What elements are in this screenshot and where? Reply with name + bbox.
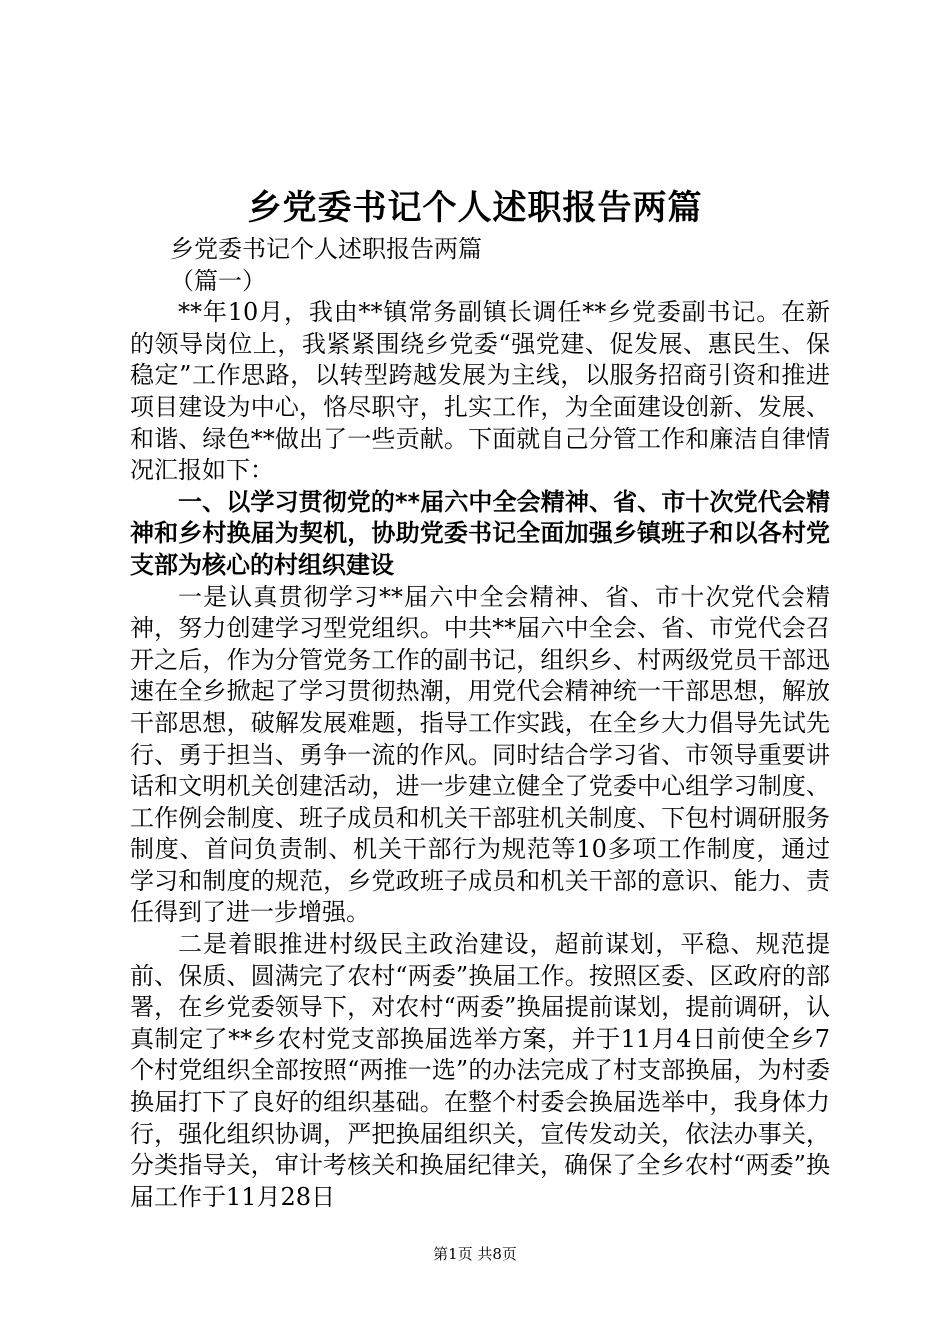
- document-title: 乡党委书记个人述职报告两篇: [247, 188, 703, 228]
- section-heading-1: 一、以学习贯彻党的**届六中全会精神、省、市十次党代会精神和乡村换届为契机，协助党委书记全面加强乡镇班子和以各村党支部为核心的村组织建设: [130, 487, 830, 579]
- body-paragraph-2: 二是着眼推进村级民主政治建设，超前谋划，平稳、规范提前、保质、圆满完了农村“两委”换届工作。按照区委、区政府的部署，在乡党委领导下，对农村“两委”换届提前谋划，提前调研，认真制定了**乡农村党支部换届选举方案，并于11月4日前使全乡7个村党组织全部按照“两推一选”的办法完成了村支部换届，为村委换届打下了良好的组织基础。在整个村委会换届选举中，我身体力行，强化组织协调，严把换届组织关，宣传发动关，依法办事关，分类指导关，审计考核关和换届纪律关，确保了全乡农村“两委”换届工作于11月28日: [130, 930, 830, 1211]
- body-paragraph-1: 一是认真贯彻学习**届六中全会精神、省、市十次党代会精神，努力创建学习型党组织。中共**届六中全会、省、市党代会召开之后，作为分管党务工作的副书记，组织乡、村两级党员干部迅速在全乡掀起了学习贯彻热潮，用党代会精神统一干部思想，解放干部思想，破解发展难题，指导工作实践，在全乡大力倡导先试先行、勇于担当、勇争一流的作风。同时结合学习省、市领导重要讲话和文明机关创建活动，进一步建立健全了党委中心组学习制度、工作例会制度、班子成员和机关干部驻机关制度、下包村调研服务制度、首问负责制、机关干部行为规范等10多项工作制度，通过学习和制度的规范，乡党政班子成员和机关干部的意识、能力、责任得到了进一步增强。: [130, 582, 830, 927]
- page-footer: 第1页 共8页: [433, 1245, 517, 1263]
- intro-paragraph: **年10月，我由**镇常务副镇长调任**乡党委副书记。在新的领导岗位上，我紧紧围绕乡党委“强党建、促发展、惠民生、保稳定”工作思路，以转型跨越发展为主线，以服务招商引资和推进项目建设为中心，恪尽职守，扎实工作，为全面建设创新、发展、和谐、绿色**做出了一些贡献。下面就自己分管工作和廉洁自律情况汇报如下：: [130, 298, 830, 485]
- part-label: （篇一）: [170, 266, 266, 295]
- document-body: [130, 234, 830, 1213]
- subtitle: 乡党委书记个人述职报告两篇: [170, 235, 482, 263]
